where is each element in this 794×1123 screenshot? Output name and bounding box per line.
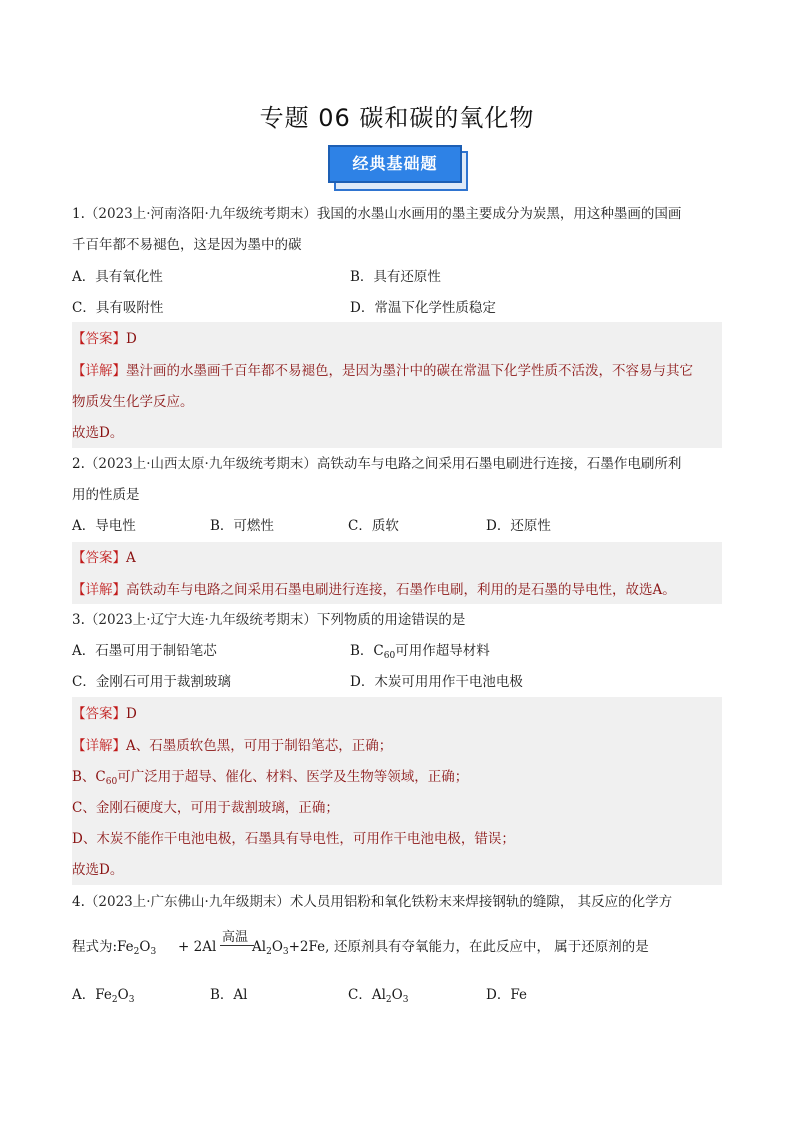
page-title: 专题 06 碳和碳的氧化物 xyxy=(259,104,535,132)
option-d: D．木炭可用用作干电池电极 xyxy=(350,674,523,690)
answer-block-3 xyxy=(72,697,722,885)
question-2-stem: 2.（2023上·山西太原·九年级统考期末）高铁动车与电路之间采用石墨电刷进行连接，石墨作电刷所利 xyxy=(72,456,682,472)
option-c: C．具有吸附性 xyxy=(72,300,164,316)
option-a: A．石墨可用于制铅笔芯 xyxy=(72,643,217,659)
equation-line: 程式为$:Fe_2O_3$ xyxy=(72,939,157,957)
option-b: B．Al xyxy=(210,987,248,1003)
detail-line: 【详解】墨汁画的水墨画千百年都不易褪色，是因为墨汁中的碳在常温下化学性质不活泼，不容易与其它 xyxy=(72,363,693,379)
question-1-stem-cont: 千百年都不易褪色，这是因为墨中的碳 xyxy=(72,237,302,253)
option-c: C．质软 xyxy=(348,518,399,534)
question-3-stem: 3.（2023上·辽宁大连·九年级统考期末）下列物质的用途错误的是 xyxy=(72,612,466,628)
detail-line: 【详解】高铁动车与电路之间采用石墨电刷进行连接，石墨作电刷，利用的是石墨的导电性，故选A。 xyxy=(72,582,676,598)
detail-line-b: B、$C_{60}$可广泛用于超导、催化、材料、医学及生物等领域，正确； xyxy=(72,769,469,787)
equation-reactant: + 2Al xyxy=(178,939,217,955)
section-badge xyxy=(328,145,468,189)
reaction-arrow xyxy=(220,945,254,946)
detail-line-d: D、木炭不能作干电池电极，石墨具有导电性，可用作干电池电极，错误； xyxy=(72,831,515,847)
option-b: B．$C_{60}$可用作超导材料 xyxy=(350,643,490,661)
question-1-stem xyxy=(72,205,722,223)
detail-line-c: C、金刚石硬度大，可用于裁割玻璃，正确； xyxy=(72,800,339,816)
question-source: （2023上·山西太原·九年级统考期末） xyxy=(84,456,317,472)
question-4-stem-tail: 还原剂具有夺氧能力，在此反应中， 属于还原剂的是 xyxy=(334,939,649,955)
answer-line: 【答案】D xyxy=(72,706,137,722)
answer-line: 【答案】A xyxy=(72,550,136,566)
option-a: A．导电性 xyxy=(72,518,136,534)
reaction-condition: 高温 xyxy=(222,930,249,945)
equation-products: $Al_2O_3+2Fe$, xyxy=(252,939,330,957)
question-source: （2023上·广东佛山·九年级期末） xyxy=(84,894,290,910)
option-c: C．金刚石可用于裁割玻璃 xyxy=(72,674,231,690)
conclusion-line: 故选D。 xyxy=(72,425,124,441)
option-d: D．常温下化学性质稳定 xyxy=(350,300,496,316)
answer-value: D xyxy=(126,331,137,347)
question-source: （2023上·河南洛阳·九年级统考期末） xyxy=(84,206,317,222)
badge-label: 经典基础题 xyxy=(328,145,462,183)
question-number: 1. xyxy=(72,206,85,222)
question-4-stem: 4.（2023上·广东佛山·九年级期末）术人员用铝粉和氧化铁粉末来焊接钢轨的缝隙， 其反应的化学方 xyxy=(72,894,673,910)
option-b: B．具有还原性 xyxy=(350,269,441,285)
answer-line: 【答案】D xyxy=(72,331,137,347)
conclusion-line: 故选D。 xyxy=(72,862,124,878)
question-source: （2023上·辽宁大连·九年级统考期末） xyxy=(84,612,317,628)
answer-block-2 xyxy=(72,542,722,604)
question-2-stem-cont: 用的性质是 xyxy=(72,487,140,503)
option-d: D．还原性 xyxy=(486,518,551,534)
option-b: B．可燃性 xyxy=(210,518,274,534)
question-text: 我国的水墨山水画用的墨主要成分为炭黑，用这种墨画的国画 xyxy=(316,206,682,222)
detail-line: 【详解】A、石墨质软色黑，可用于制铅笔芯，正确； xyxy=(72,738,393,754)
option-c: C．$Al_2O_3$ xyxy=(348,987,409,1005)
detail-line-cont: 物质发生化学反应。 xyxy=(72,394,194,410)
answer-block-1 xyxy=(72,322,722,448)
option-d: D．Fe xyxy=(486,987,527,1003)
option-a: A．$Fe_2O_3$ xyxy=(72,987,135,1005)
option-a: A．具有氧化性 xyxy=(72,269,163,285)
